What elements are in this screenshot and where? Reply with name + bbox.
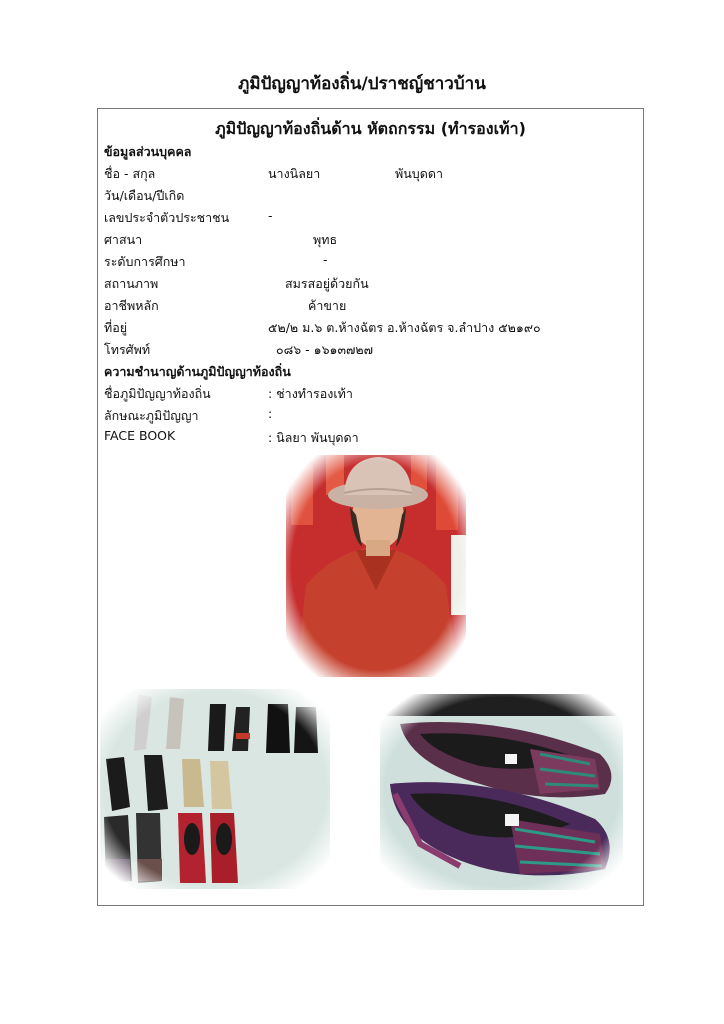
education-label: ระดับการศึกษา xyxy=(104,254,186,269)
facebook-label: FACE BOOK xyxy=(104,428,176,443)
phone-value: ๐๘๖ - ๑๖๑๓๗๒๗ xyxy=(276,342,374,357)
woven-shoes-illustration xyxy=(380,694,623,890)
facebook-value: : นิลยา พันบุดดา xyxy=(268,430,359,445)
dob-label: วัน/เดือน/ปีเกิด xyxy=(104,188,185,203)
name-label: ชื่อ - สกุล xyxy=(104,166,156,181)
religion-value: พุทธ xyxy=(313,232,338,247)
wisdom-nature-label: ลักษณะภูมิปัญญา xyxy=(104,408,199,423)
address-label: ที่อยู่ xyxy=(104,320,128,335)
expertise-heading: ความชำนาญด้านภูมิปัญญาท้องถิ่น xyxy=(104,364,291,379)
shoes-collection-illustration xyxy=(100,689,330,889)
occupation-label: อาชีพหลัก xyxy=(104,298,159,313)
wisdom-nature-value: : xyxy=(268,406,273,421)
wisdom-name-value: : ช่างทำรองเท้า xyxy=(268,386,353,401)
shoes-collection-photo xyxy=(100,689,330,889)
personal-info-heading: ข้อมูลส่วนบุคคล xyxy=(104,144,192,159)
info-card xyxy=(97,108,644,906)
status-label: สถานภาพ xyxy=(104,276,159,291)
woven-shoes-photo xyxy=(380,694,623,890)
occupation-value: ค้าขาย xyxy=(308,298,347,313)
id-label: เลขประจำตัวประชาชน xyxy=(104,210,230,225)
status-value: สมรสอยู่ด้วยกัน xyxy=(285,276,369,291)
page-title: ภูมิปัญญาท้องถิ่น/ปราชญ์ชาวบ้าน xyxy=(238,74,486,94)
religion-label: ศาสนา xyxy=(104,232,143,247)
wisdom-name-label: ชื่อภูมิปัญญาท้องถิ่น xyxy=(104,386,211,401)
id-value: - xyxy=(268,208,273,223)
first-name-value: นางนิลยา xyxy=(268,166,321,181)
portrait-illustration xyxy=(286,455,466,677)
portrait-photo xyxy=(286,455,466,677)
card-title: ภูมิปัญญาท้องถิ่นด้าน หัตถกรรม (ทำรองเท้า) xyxy=(215,119,526,138)
phone-label: โทรศัพท์ xyxy=(104,342,151,357)
last-name-value: พันบุดดา xyxy=(395,166,443,181)
education-value: - xyxy=(323,252,328,267)
address-value: ๕๒/๒ ม.๖ ต.ห้างฉัตร อ.ห้างฉัตร จ.ลำปาง ๕๒๑๙๐ xyxy=(268,320,541,335)
